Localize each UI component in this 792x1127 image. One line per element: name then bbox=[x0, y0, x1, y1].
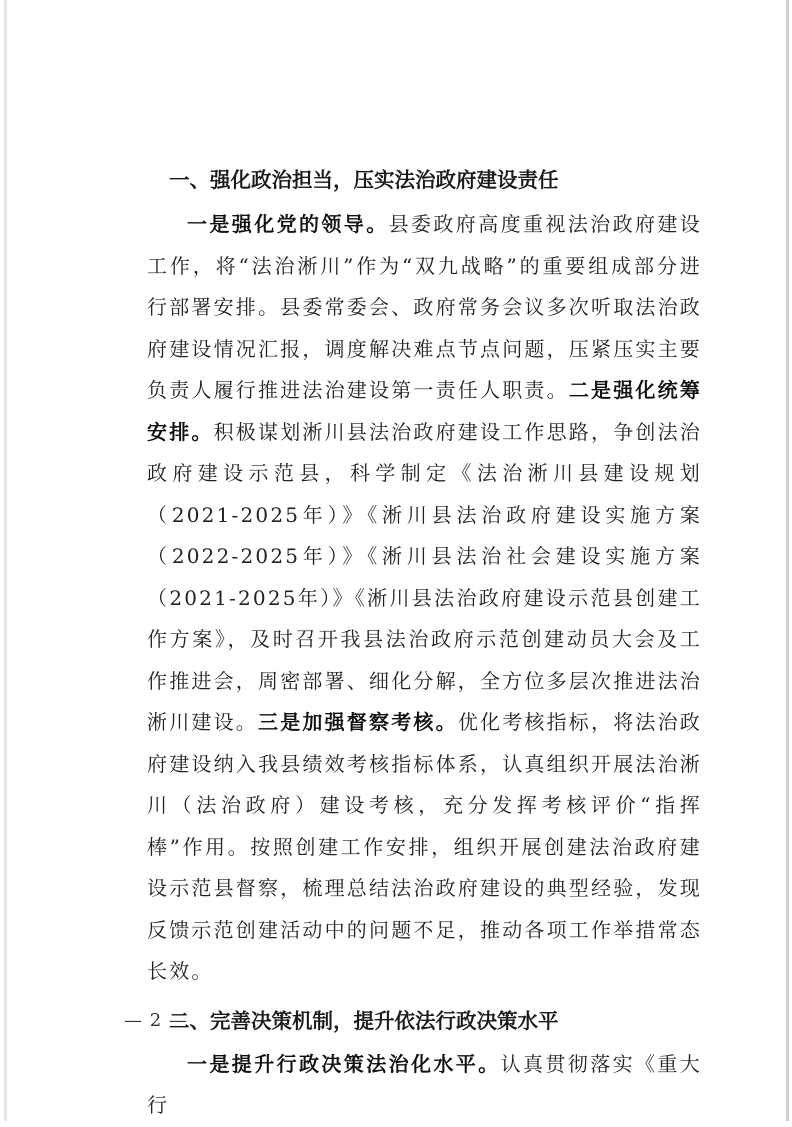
lead-phrase-4: 一是提升行政决策法治化水平。 bbox=[187, 1051, 501, 1076]
section-2-paragraph bbox=[147, 1044, 702, 1127]
body-text-2: 积极谋划淅川县法治政府建设工作思路，争创法治政府建设示范县，科学制定《法治淅川县建设规划（2021-2025年）》《淅川县法治政府建设实施方案（2022-2025年）》《淅川县法治社会建设实施方案（2021-2025年）》《淅川县法治政府建设示范县创建工作方案》，及时召开我县法治政府示范创建动员大会及工作推进会，周密部署、细化分解，全方位多层次推进法治淅川建设。 bbox=[147, 419, 703, 734]
document-body bbox=[147, 160, 702, 1127]
scan-edge-left bbox=[4, 0, 7, 1121]
body-text-1: 县委政府高度重视法治政府建设工作，将“法治淅川”作为“双九战略”的重要组成部分进行部署安排。县委常委会、政府常务会议多次听取法治政府建设情况汇报，调度解决难点节点问题，压紧压实主要负责人履行推进法治建设第一责任人职责。 bbox=[147, 212, 702, 402]
section-heading-1: 一、强化政治担当，压实法治政府建设责任 bbox=[169, 168, 559, 192]
section-heading-2: 二、完善决策机制，提升依法行政决策水平 bbox=[169, 1008, 559, 1033]
body-text-3: 优化考核指标，将法治政府建设纳入我县绩效考核指标体系，认真组织开展法治淅川（法治政府）建设考核，充分发挥考核评价“指挥棒”作用。按照创建工作安排，组织开展创建法治政府建设示范县督察，梳理总结法治政府建设的典型经验，发现反馈示范创建活动中的问题不足，推动各项工作举措常态长效。 bbox=[147, 710, 703, 983]
page-number: — 2 — bbox=[124, 1010, 188, 1031]
lead-phrase-2: 二是强化统筹安排。 bbox=[147, 378, 703, 444]
scan-edge-right bbox=[786, 0, 789, 1121]
body-text-4: 认真贯彻落实《重大行 bbox=[147, 1051, 702, 1117]
lead-phrase-3: 三是加强督察考核。 bbox=[258, 710, 458, 734]
section-1-paragraph bbox=[147, 204, 702, 993]
lead-phrase-1: 一是强化党的领导。 bbox=[187, 212, 389, 236]
